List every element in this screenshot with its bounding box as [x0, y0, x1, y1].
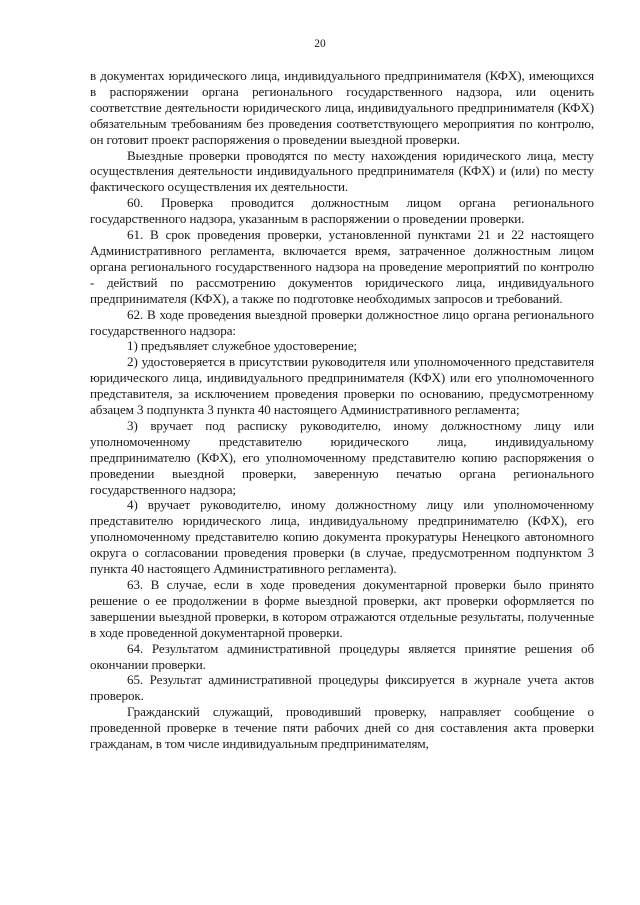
paragraph: 60. Проверка проводится должностным лицом органа регионального государственного надзора, указанным в распоряжении о проведении проверки. — [90, 195, 594, 227]
paragraph: 65. Результат административной процедуры фиксируется в журнале учета актов проверок. — [90, 672, 594, 704]
list-item: 1) предъявляет служебное удостоверение; — [127, 338, 358, 354]
page-number: 20 — [314, 38, 326, 50]
paragraph: 64. Результатом административной процедуры является принятие решения об окончании проверки. — [90, 640, 594, 672]
list-item: 4) вручает руководителю, иному должностному лицу или уполномоченному представителю юридического лица, индивидуальному предпринимателю (КФХ), его уполномоченному представителю копию документа прокуратуры Ненецкого автономного округа о согласовании проведения проверки (в случае, предусмотренном подпунктом 3 пункта 40 настоящего Административного регламента). — [90, 497, 594, 577]
paragraph: Выездные проверки проводятся по месту нахождения юридического лица, месту осуществления деятельности индивидуального предпринимателя (КФХ) и (или) по месту фактического осуществления их деятельности. — [90, 147, 594, 195]
paragraph: в документах юридического лица, индивидуального предпринимателя (КФХ), имеющихся в распоряжении органа регионального государственного надзора, или оценить соответствие деятельности юридического лица, индивидуального предпринимателя (КФХ) обязательным требованиям без проведения соответствующего мероприятия по контролю, он готовит проект распоряжения о проведении выездной проверки. — [90, 68, 594, 147]
document-body — [90, 68, 594, 752]
paragraph: Гражданский служащий, проводивший проверку, направляет сообщение о проведенной проверке в течение пяти рабочих дней со дня составления акта проверки гражданам, в том числе индивидуальным предпринимателям, — [90, 704, 594, 752]
list-item: 2) удостоверяется в присутствии руководителя или уполномоченного представителя юридического лица, индивидуального предпринимателя (КФХ) или его уполномоченного представителя, за исключением проведения проверки по основанию, предусмотренному абзацем 3 подпункта 3 пункта 40 настоящего Административного регламента; — [90, 354, 594, 418]
list-item: 3) вручает под расписку руководителю, иному должностному лицу или уполномоченному представителю юридического лица, индивидуальному предпринимателю (КФХ), его уполномоченному представителю копию распоряжения о проведении выездной проверки, заверенную печатью органа регионального государственного надзора; — [90, 417, 594, 497]
paragraph: 63. В случае, если в ходе проведения документарной проверки было принято решение о ее продолжении в форме выездной проверки, акт проверки оформляется по завершении выездной проверки, в котором отражаются отдельные результаты, полученные в ходе проведенной документарной проверки. — [90, 577, 594, 640]
paragraph: 62. В ходе проведения выездной проверки должностное лицо органа регионального государственного надзора: — [90, 306, 594, 338]
paragraph: 61. В срок проведения проверки, установленной пунктами 21 и 22 настоящего Административного регламента, включается время, затраченное должностным лицом органа регионального государственного надзора на проведение мероприятий по контролю - действий по рассмотрению документов юридического лица, индивидуального предпринимателя (КФХ), а также по подготовке необходимых запросов и требований. — [90, 227, 594, 306]
